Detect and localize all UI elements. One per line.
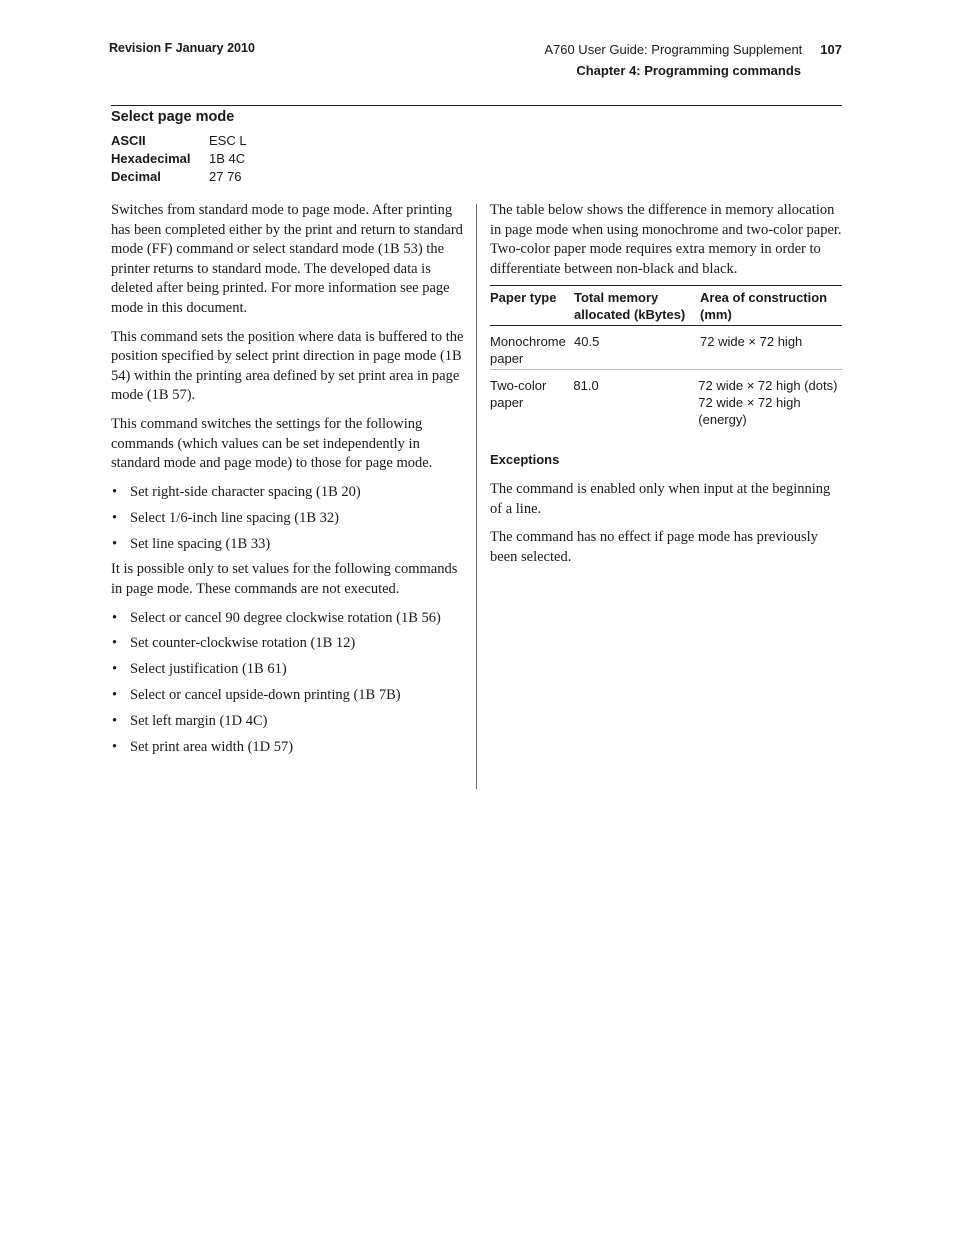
list-item: • Set print area width (1D 57) (112, 739, 294, 756)
table-cell: Two-color paper (490, 378, 547, 410)
left-column (111, 201, 466, 764)
list-item: • Set counter-clockwise rotation (1B 12) (112, 635, 356, 652)
column-divider (476, 204, 477, 789)
body-paragraph: The command has no effect if page mode has previously been selected. (490, 529, 818, 565)
table-cell: 72 wide × 72 high (dots) 72 wide × 72 high (energy) (698, 378, 838, 427)
exceptions-section (490, 480, 842, 576)
list-item: • Select 1/6-inch line spacing (1B 32) (112, 509, 339, 526)
chapter-title: Chapter 4: Programming commands (576, 63, 801, 78)
code-value: 27 76 (209, 169, 242, 184)
body-paragraph: This command sets the position where data is buffered to the position specified by select print direction in page mode (1B 54) within the printing area defined by set print area in page mode (1B 57). (111, 328, 464, 404)
list-item: • Set line spacing (1B 33) (112, 535, 271, 552)
code-row (111, 150, 247, 168)
table-cell: 40.5 (574, 334, 600, 349)
code-label: Decimal (111, 169, 161, 184)
table-row (490, 326, 842, 369)
command-codes (111, 132, 247, 186)
body-paragraph: The command is enabled only when input at the beginning of a line. (490, 481, 831, 517)
table-cell: 72 wide × 72 high (700, 334, 803, 349)
table-cell: Monochrome paper (490, 334, 566, 366)
list-item: • Select or cancel upside-down printing (1B 7B) (112, 687, 401, 704)
list-item: • Set right-side character spacing (1B 20) (112, 483, 361, 500)
running-header (544, 39, 842, 81)
body-paragraph: This command switches the settings for the following commands (which values can be set independently in standard mode and page mode) to those for page mode. (111, 415, 433, 472)
revision-label: Revision F January 2010 (109, 41, 255, 55)
table-row (490, 370, 842, 428)
guide-title: A760 User Guide: Programming Supplement (544, 42, 803, 57)
code-value: ESC L (209, 133, 247, 148)
right-column-intro (490, 201, 842, 288)
list-item: • Set left margin (1D 4C) (112, 713, 268, 730)
command-title: Select page mode (111, 109, 235, 125)
code-row (111, 132, 247, 150)
header-rule (111, 105, 842, 106)
body-paragraph: It is possible only to set values for the following commands in page mode. These commands are not executed. (111, 561, 458, 597)
table-header-cell: Area of construction (mm) (700, 290, 828, 322)
table-header-cell: Paper type (490, 290, 557, 305)
code-value: 1B 4C (209, 151, 246, 166)
command-list (111, 609, 466, 758)
code-row (111, 168, 247, 186)
exceptions-heading: Exceptions (490, 452, 560, 467)
page-number: 107 (820, 42, 842, 57)
memory-table (490, 285, 842, 428)
table-header-row (490, 286, 842, 325)
body-paragraph: Switches from standard mode to page mode. After printing has been completed either by the print and return to standard mode (FF) command or select standard mode (1B 53) the printer returns to standard mode. The developed data is deleted after being printed. For more information see page mode in this document. (111, 202, 463, 316)
table-cell: 81.0 (573, 378, 599, 393)
list-item: • Select justification (1B 61) (112, 661, 287, 678)
body-paragraph: The table below shows the difference in memory allocation in page mode when using monochrome and two-color paper. Two-color paper mode requires extra memory in order to differentiate between non-black and black. (490, 202, 842, 277)
code-label: Hexadecimal (111, 151, 191, 166)
command-list (111, 483, 466, 554)
table-header-cell: Total memory allocated (kBytes) (574, 290, 686, 322)
code-label: ASCII (111, 133, 146, 148)
list-item: • Select or cancel 90 degree clockwise rotation (1B 56) (112, 609, 441, 626)
